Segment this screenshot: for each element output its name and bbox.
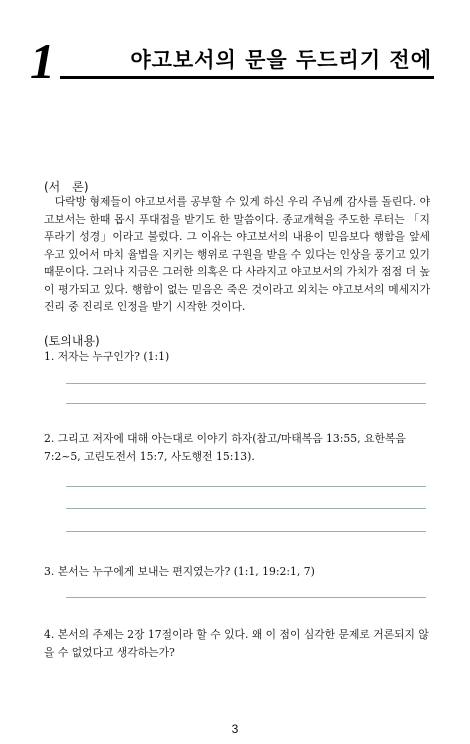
answer-line[interactable]	[66, 486, 426, 487]
answer-line[interactable]	[66, 403, 426, 404]
discussion-heading: (토의내용)	[44, 334, 100, 348]
question-3: 3. 본서는 누구에게 보내는 편지였는가? (1:1, 19:2:1, 7)	[44, 565, 315, 578]
intro-heading: (서 론)	[44, 180, 89, 194]
answer-line[interactable]	[66, 531, 426, 532]
question-1: 1. 저자는 누구인가? (1:1)	[44, 350, 170, 363]
answer-line[interactable]	[66, 508, 426, 509]
chapter-number: 1	[30, 33, 55, 89]
title-rule	[60, 76, 434, 79]
answer-line[interactable]	[66, 597, 426, 598]
chapter-title: 야고보서의 문을 두드리기 전에	[130, 48, 432, 72]
answer-line[interactable]	[66, 383, 426, 384]
question-2: 2. 그리고 저자에 대해 아는대로 이야기 하자(참고/마태복음 13:55, 요한복음 7:2~5, 고린도전서 15:7, 사도행전 15:13).	[44, 432, 406, 463]
question-4: 4. 본서의 주제는 2장 17절이라 할 수 있다. 왜 이 점이 심각한 문제로 거론되지 않을 수 없었다고 생각하는가?	[44, 628, 429, 659]
page-number: 3	[231, 722, 239, 736]
intro-paragraph: 다락방 형제들이 야고보서를 공부할 수 있게 하신 우리 주님께 감사를 돌린다. 야고보서는 한때 몹시 푸대접을 받기도 한 말씀이다. 종교개혁을 주도한 루터는 「지푸라기 성경」이라고 불렀다. 그 이유는 야고보서의 내용이 믿음보다 행함을 앞세우고 있어서 마치 율법을 지키는 행위로 구원을 받을 수 있다는 인상을 풍기고 있기 때문이다. 그러나 지금은 그러한 의혹은 다 사라지고 야고보서의 가치가 점점 더 높이 평가되고 있다. 행함이 없는 믿음은 죽은 것이라고 외치는 야고보서의 메세지가 진리 중 진리로 인정을 받기 시작한 것이다.	[44, 195, 430, 313]
